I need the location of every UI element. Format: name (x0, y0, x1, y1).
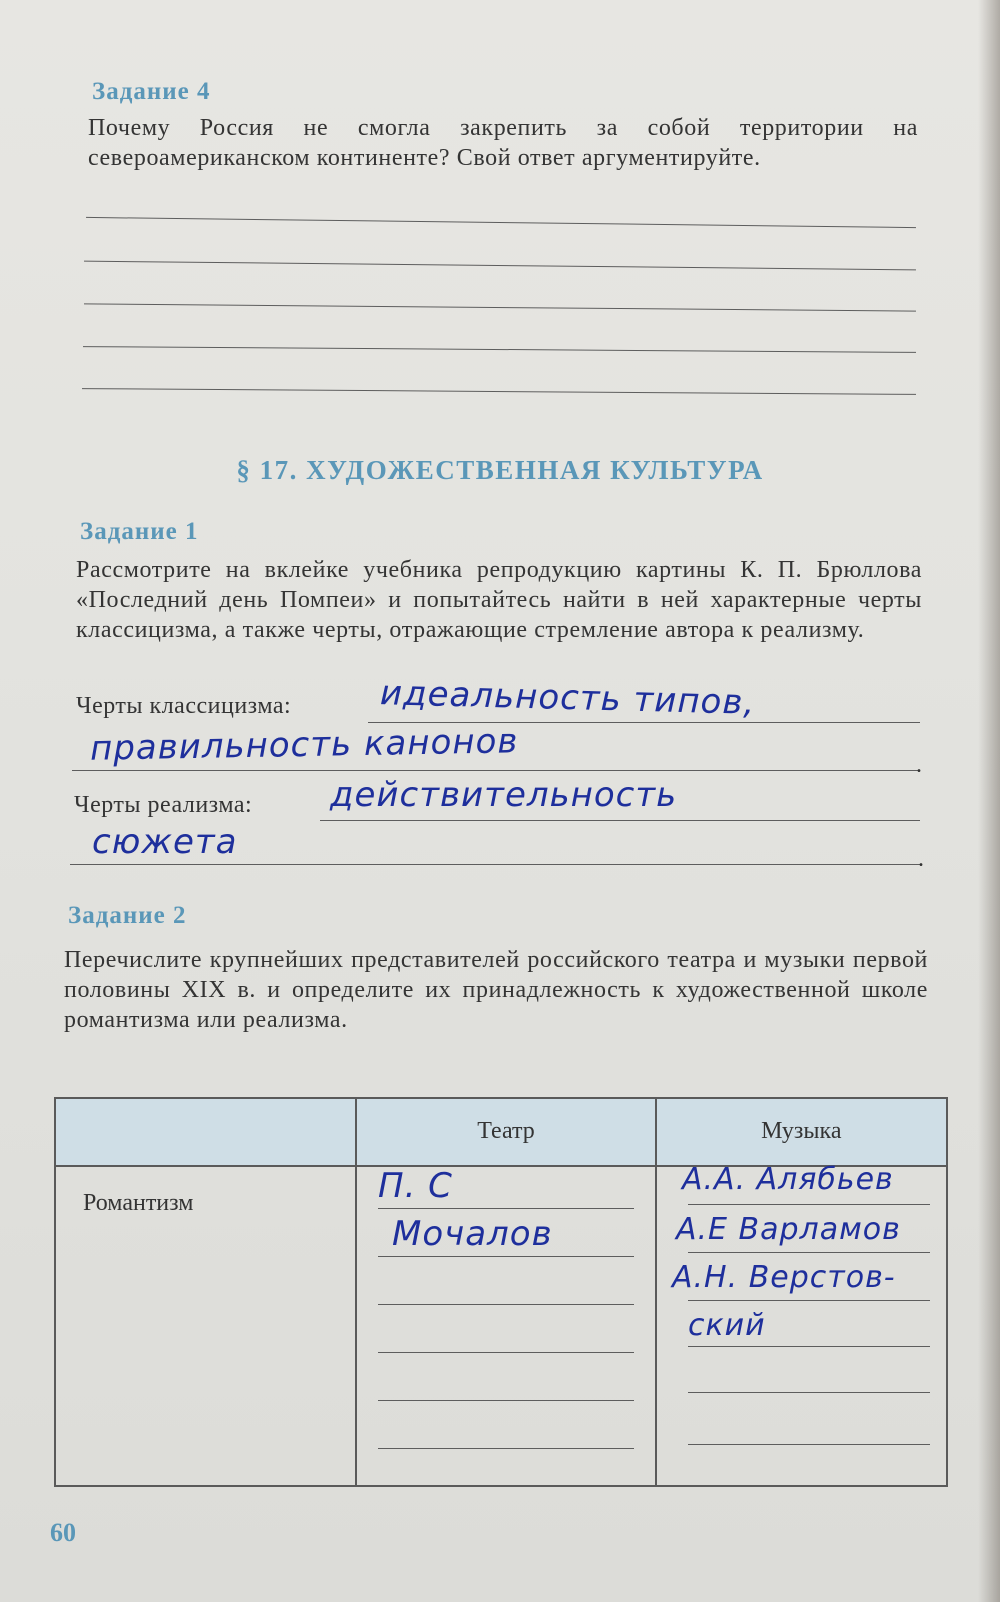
cell-answer-line[interactable] (378, 1256, 634, 1257)
period: . (918, 846, 924, 872)
music-entry-3: А.Н. Верстов- (672, 1260, 896, 1295)
answer-line[interactable] (86, 217, 916, 228)
table-header-music: Музыка (656, 1098, 947, 1166)
answer-line[interactable] (83, 346, 916, 353)
music-entry-1: А.А. Алябьев (682, 1162, 894, 1197)
cell-answer-line[interactable] (378, 1304, 634, 1305)
realism-answer-line2: сюжета (92, 822, 238, 862)
page-edge-shadow (978, 0, 1000, 1602)
cell-answer-line[interactable] (688, 1444, 930, 1445)
period: . (916, 752, 922, 778)
table-header-empty (55, 1098, 356, 1166)
section-title: § 17. ХУДОЖЕСТВЕННАЯ КУЛЬТУРА (236, 455, 764, 485)
realism-answer-line[interactable] (320, 820, 920, 821)
task2-heading: Задание 2 (68, 902, 187, 929)
theatre-entry-2: Мочалов (392, 1214, 553, 1254)
task4-text: Почему Россия не смогла закрепить за собой территории на североамериканском континенте? Свой ответ аргументируйте. (88, 115, 918, 171)
cell-answer-line[interactable] (688, 1204, 930, 1205)
classicism-answer-line[interactable] (72, 770, 918, 771)
cell-answer-line[interactable] (378, 1352, 634, 1353)
task1-heading: Задание 1 (80, 518, 199, 545)
cell-answer-line[interactable] (378, 1208, 634, 1209)
task4-heading: Задание 4 (92, 78, 211, 105)
answer-line[interactable] (84, 261, 916, 271)
classicism-answer-line2: правильность канонов (89, 721, 519, 769)
cell-answer-line[interactable] (688, 1300, 930, 1301)
classicism-answer-line1: идеальность типов, (379, 673, 756, 723)
table-header-theatre: Театр (356, 1098, 655, 1166)
cell-answer-line[interactable] (688, 1252, 930, 1253)
cell-answer-line[interactable] (688, 1392, 930, 1393)
realism-answer-line[interactable] (70, 864, 920, 865)
theatre-entry-1: П. С (378, 1166, 453, 1206)
row-label-cell (55, 1166, 356, 1486)
realism-answer-line1: действительность (330, 775, 678, 815)
music-entry-4: ский (688, 1308, 766, 1343)
answer-line[interactable] (84, 303, 916, 311)
task2-text: Перечислите крупнейших представителей российского театра и музыки первой половины XIX в. и определите их принадлежность к художественной школе романтизма или реализма. (64, 947, 928, 1033)
answer-line[interactable] (82, 388, 916, 395)
page-number: 60 (50, 1518, 76, 1547)
cell-answer-line[interactable] (688, 1346, 930, 1347)
realism-label: Черты реализма: (74, 792, 253, 818)
table-header-row (55, 1098, 947, 1166)
cell-answer-line[interactable] (378, 1400, 634, 1401)
classicism-label: Черты классицизма: (76, 693, 292, 719)
task1-text: Рассмотрите на вклейке учебника репродукцию картины К. П. Брюллова «Последний день Помпеи» и попытайтесь найти в ней характерные черты классицизма, а также черты, отражающие стремление автора к реализму. (76, 557, 922, 643)
row-label-romanticism: Романтизм (83, 1190, 194, 1216)
music-entry-2: А.Е Варламов (676, 1212, 901, 1247)
cell-answer-line[interactable] (378, 1448, 634, 1449)
